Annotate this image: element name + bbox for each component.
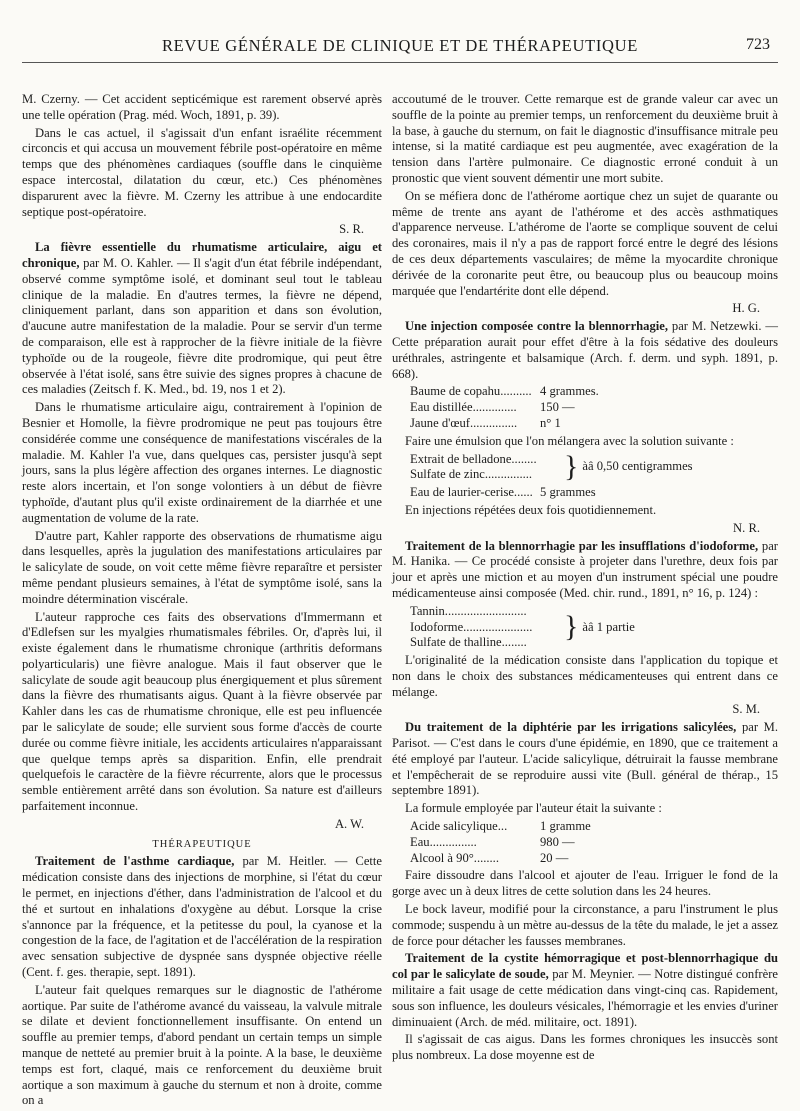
quantity: 5 grammes xyxy=(540,485,596,500)
quantity: àâ 1 partie xyxy=(582,619,635,634)
recipe-line xyxy=(410,851,778,867)
paragraph: M. Czerny. — Cet accident septicémique est rarement observé après une telle opération (Prag. méd. Woch, 1891, p. 39). xyxy=(22,92,382,122)
section-heading: THÉRAPEUTIQUE xyxy=(152,838,252,850)
paragraph: Faire dissoudre dans l'alcool et ajouter de l'eau. Irriguer le fond de la gorge avec un à deux litres de cette solution dans les 24 heures. xyxy=(392,868,778,899)
article-paragraph xyxy=(392,720,778,799)
article-title: Traitement de l'asthme cardiaque, xyxy=(35,854,235,869)
header-rule xyxy=(22,62,778,63)
page-header xyxy=(22,30,778,56)
paragraph: On se méfiera donc de l'athérome aortique chez un sujet de quarante ou même de trente ans ayant de l'athérome et des accès asthmatiques d'apparence nerveuse. L'athérome de l'aorte se complique souvent de celui des coronaires, mais il n'y a pas de rapport forcé entre le degré des lésions de ces deux départements vasculaires; de même la myocardite chronique dérivée de la coronarite peut être, ou beaucoup plus ou beaucoup moins marquée que l'endartérite dont elle dépend. xyxy=(392,188,778,298)
article-text: par M. Hanika. — Ce procédé consiste à projeter dans l'urethre, deux fois par jour et après une miction et au moyen d'un instrument spécial une poudre médicamenteuse ainsi composée (Med. chir. rund., 1891, n° 16, p. 124) : xyxy=(392,538,778,600)
ingredient: Eau de laurier-cerise...... xyxy=(410,485,533,500)
article-title: Traitement de la blennorrhagie par les insufflations d'iodoforme, xyxy=(405,538,759,553)
ingredient: Alcool à 90°........ xyxy=(410,850,499,865)
ingredient-group xyxy=(410,604,560,651)
ingredient-group xyxy=(410,452,560,484)
ingredient: Baume de copahu.......... xyxy=(410,384,532,399)
article-title: Une injection composée contre la blennorrhagie, xyxy=(405,319,669,334)
paragraph: L'auteur fait quelques remarques sur le diagnostic de l'athérome aortique. Par suite de l'athérome avancé du vaisseau, la valvule mitrale se dilate et devient fonctionnellement insuffisante. On entend un souffle au premier temps, d'abord pendant un certain temps un simple manque de netteté au premier bruit à la pointe. A la base, le deuxième temps est fort, claqué, mais ce renforcement du deuxième bruit aortique a son maximum à gauche du sternum et non à droite, comme on a xyxy=(22,982,382,1108)
article-paragraph xyxy=(392,319,778,382)
paragraph: Dans le rhumatisme articulaire aigu, contrairement à l'opinion de Besnier et Homolle, la fièvre prodromique ne peut pas toujours être considérée comme une conséquence de manifestations viscérales de la maladie. M. Kahler l'a vue, dans quelques cas, persister jusqu'à sept jours, sans la plus légère affection des organes internes. Le diagnostic reste alors incertain, et l'on songe volontiers à un début de fièvre typhoïde, d'autant plus qu'il existe ordinairement de la diarrhée et une augmentation de volume de la rate. xyxy=(22,400,382,525)
paragraph: Dans le cas actuel, il s'agissait d'un enfant israélite récemment circoncis et qui accusa un mouvement fébrile post-opératoire en même temps que des phénomènes cardiaques (souffle dans le cinquième espace intercostal, dilatation du cœur, etc.) Ces phénomènes disparurent avec la fièvre. M. Czerny les attribue à une endocardite septique post-opératoire. xyxy=(22,125,382,219)
ingredient: Sulfate de thalline........ xyxy=(410,635,527,650)
ingredient: Eau............... xyxy=(410,834,477,849)
brace-glyph: } xyxy=(564,450,579,484)
bracketed-recipe xyxy=(410,604,778,651)
paragraph: Il s'agissait de cas aigus. Dans les formes chroniques les insuccès sont plus nombreux. La dose moyenne est de xyxy=(392,1032,778,1063)
left-column xyxy=(22,92,382,1111)
quantity: 980 — xyxy=(540,834,575,849)
paragraph: Faire une émulsion que l'on mélangera avec la solution suivante : xyxy=(405,433,734,448)
ingredient: Acide salicylique... xyxy=(410,819,508,834)
article-paragraph xyxy=(392,539,778,602)
ingredient: Extrait de belladone........ xyxy=(410,451,537,466)
article-text: par M. Netzewki. — Cette préparation aurait pour effet d'être à la fois sédative des douleurs uréthrales, astringente et balsamique (Arch. f. derm. und syph. 1891, p. 668). xyxy=(392,319,778,381)
article-title: Du traitement de la diphtérie par les irrigations salicylées, xyxy=(405,720,737,735)
recipe-line xyxy=(410,416,778,432)
recipe-line xyxy=(410,819,778,835)
ingredient: Tannin.......................... xyxy=(410,603,527,618)
ingredient: Sulfate de zinc............... xyxy=(410,467,533,482)
recipe-line xyxy=(410,485,778,501)
author-initials: S. M. xyxy=(732,702,760,717)
quantity: 1 gramme xyxy=(540,819,591,834)
article-paragraph xyxy=(22,854,382,980)
paragraph: L'originalité de la médication consiste dans l'application du topique et non dans le choix des substances médicamenteuses qui entrent dans ce mélange. xyxy=(392,653,778,699)
running-title: REVUE GÉNÉRALE DE CLINIQUE ET DE THÉRAPEUTIQUE xyxy=(161,36,639,55)
paragraph: L'auteur rapproche ces faits des observations d'Immermann et d'Edlefsen sur les myalgies rhumatismales fébriles. Or, d'après lui, il existe également dans le rhumatisme chronique (arthritis deformans polyarticularis) une fièvre analogue. Mais il faut observer que le salicylate de soude agit beaucoup plus énergiquement et plus sûrement dans la fièvre des rhumatisants aigus. Quant à la fièvre observée par Kahler dans les cas de rhumatisme chronique, elle est peu influencée par le salicylate de soude; elle survient sous forme d'accès de courte durée ou comme fièvre initiale, les accidents articulaires n'apparaissant que quelque temps après sa disparition. Enfin, elle prendrait quelquefois le caractère de la fièvre récurrente, alors que le processus semble entièrement arrêté dans son évolution. Sa nature est d'ailleurs parfaitement inconnue. xyxy=(22,609,382,814)
recipe-list xyxy=(410,819,778,866)
author-initials: S. R. xyxy=(339,222,364,237)
ingredient: Jaune d'œuf............... xyxy=(410,415,518,430)
ingredient: Iodoforme...................... xyxy=(410,619,533,634)
article-title: La fièvre essentielle du rhumatisme articulaire, aigu et chronique, xyxy=(22,240,382,270)
recipe-line xyxy=(410,835,778,851)
bracketed-recipe xyxy=(410,452,778,484)
paragraph: La formule employée par l'auteur était la suivante : xyxy=(405,801,662,816)
article-text: par M. Meynier. — Notre distingué confrère militaire a fait usage de cette médication dans vingt-cinq cas. Rapidement, sous son influence, les douleurs vésicales, l'hémorragie et les envies d'uriner diminuaient (Arch. de méd. militaire, oct. 1891). xyxy=(392,967,778,1029)
quantity: 150 — xyxy=(540,400,575,415)
paragraph: En injections répétées deux fois quotidiennement. xyxy=(405,502,657,517)
quantity: 20 — xyxy=(540,850,569,865)
article-text: par M. Heitler. — Cette médication consiste dans des injections de morphine, si l'état du cœur le permet, en injections d'éther, dans l'administration de l'alcool et du thé et surtout en inhalations d'oxygène au début. Lorsque la crise s'annonce par la fréquence, et la petitesse du poul, la cyanose et la congestion de la face, de l'agitation et de l'accélération de la respiration avec sensation subjective de dyspnée sans dyspnée objective réelle (Cent. f. ges. therapie, sept. 1891). xyxy=(22,854,382,980)
quantity: 4 grammes. xyxy=(540,384,599,399)
author-initials: A. W. xyxy=(334,816,364,831)
recipe-line xyxy=(410,400,778,416)
quantity: n° 1 xyxy=(540,415,561,430)
paragraph: accoutumé de le trouver. Cette remarque est de grande valeur car avec un souffle de la pointe au premier temps, un renforcement du deuxième bruit à la base, à gauche du sternum, on fait le diagnostic d'insuffisance mitrale peu intense, si la matité cardiaque est peu augmentée, avec exagération de la tension dans l'artère pulmonaire. Ce diagnostic erroné conduit à un pronostic que vient souvent démentir une mort subite. xyxy=(392,92,778,185)
right-column xyxy=(392,92,778,1066)
recipe-list xyxy=(410,485,778,501)
article-paragraph xyxy=(22,240,382,398)
recipe-line xyxy=(410,384,778,400)
page-number: 723 xyxy=(746,36,770,53)
article-paragraph xyxy=(392,951,778,1030)
article-text: par M. Parisot. — C'est dans le cours d'une épidémie, en 1890, que ce traitement a été employé par l'auteur. L'acide salicylique, détruirait la fausse membrane et l'empêcherait de se reproduire aussi vite (Bull. général de thérap., 15 septembre 1891). xyxy=(392,720,778,798)
quantity: àâ 0,50 centigrammes xyxy=(582,459,693,474)
ingredient: Eau distillée.............. xyxy=(410,400,517,415)
brace-glyph: } xyxy=(564,610,579,644)
paragraph: D'autre part, Kahler rapporte des observations de rhumatisme aigu dans lesquelles, après la jugulation des manifestations articulaires par le salicylate de soude, on voit cette même fièvre reparaître et persister même pendant plusieurs semaines, à l'état de symptôme isolé, sans la moindre détermination viscérale. xyxy=(22,528,382,606)
recipe-list xyxy=(410,384,778,431)
author-initials: N. R. xyxy=(733,520,760,535)
article-text: par M. O. Kahler. — Il s'agit d'un état fébrile indépendant, observé comme symptôme isolé, et dominant seul tout le tableau clinique de la maladie. En d'autres termes, la fièvre ne dépend, cliniquement parlant, dans son apparition et dans son évolution, d'aucune autre manifestation de la maladie. Pour se servir d'un terme de comparaison, elle est à rapprocher de la fièvre initiale de la fièvre typhoïde ou de la rougeole, fièvre dite prodromique, qui peut être observée à l'état isolé, sans être suivie des signes propres à chacune de ces maladies (Zeitsch f. K. Med., bd. 19, nos 1 et 2). xyxy=(22,255,382,397)
paragraph: Le bock laveur, modifié pour la circonstance, a paru l'instrument le plus commode; suspendu à un mètre au-dessus de la tête du malade, le jet a assez de force pour détacher les fausses membranes. xyxy=(392,902,778,948)
author-initials: H. G. xyxy=(732,301,760,316)
article-title: Traitement de la cystite hémorragique et post-blennorrhagique du col par le salicylate de soude, xyxy=(392,951,778,982)
